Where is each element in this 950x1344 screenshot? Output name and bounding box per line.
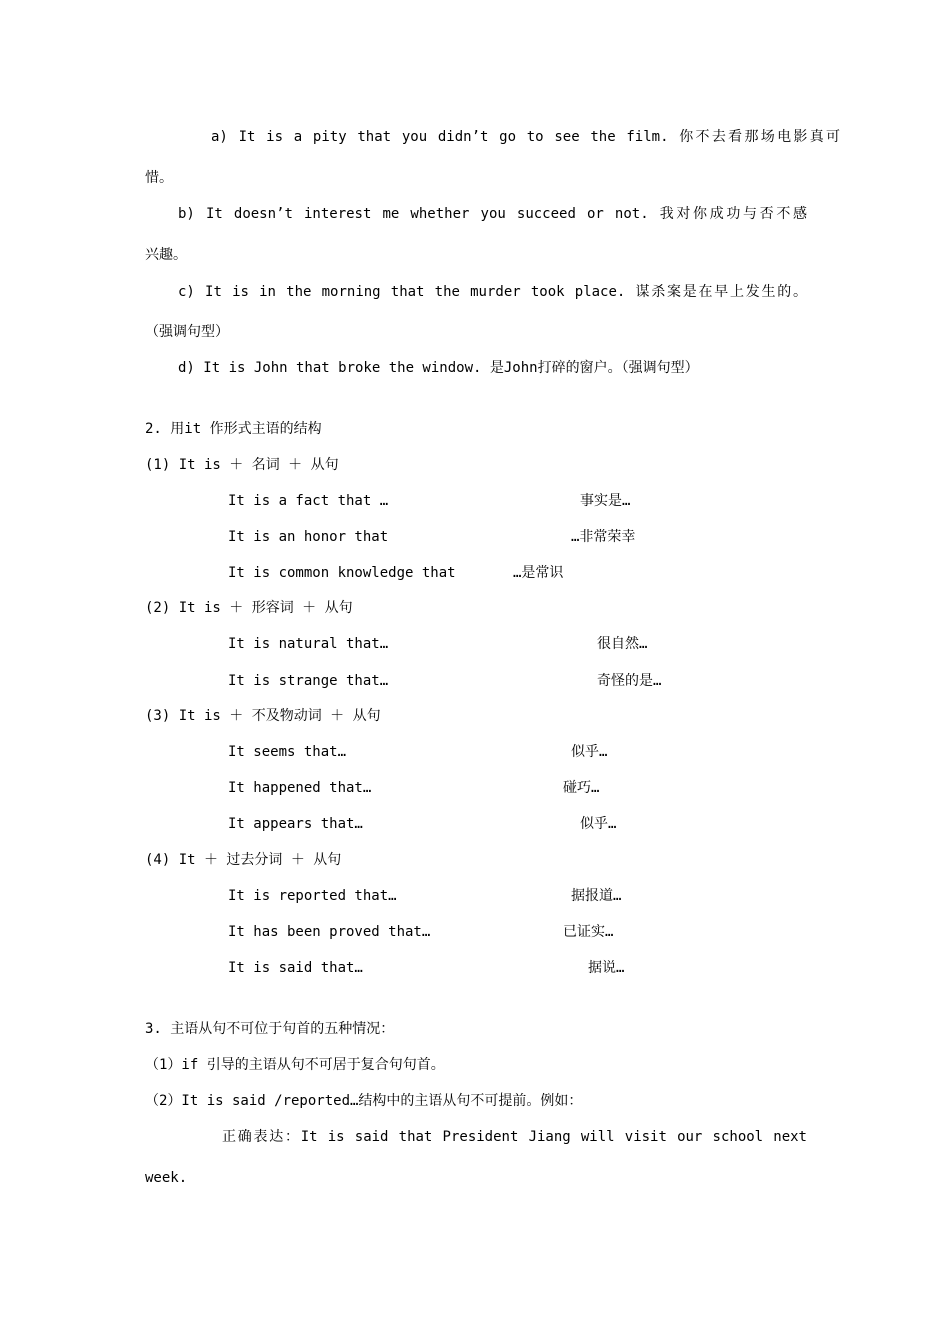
example-c-line1: c) It is in the morning that the murder took place. 谋杀案是在早上发生的。 xyxy=(178,284,807,300)
group1-row3-cn: …是常识 xyxy=(513,565,564,581)
group3-row3-en: It appears that… xyxy=(228,816,363,832)
group1-title: (1) It is ＋ 名词 ＋ 从句 xyxy=(145,457,339,473)
group3-title: (3) It is ＋ 不及物动词 ＋ 从句 xyxy=(145,708,381,724)
group1-row3-en: It is common knowledge that xyxy=(228,565,456,581)
group3-row1-en: It seems that… xyxy=(228,744,347,760)
group4-row3-cn: 据说… xyxy=(588,960,625,976)
group1-row2-en: It is an honor that xyxy=(228,529,389,545)
group2-title: (2) It is ＋ 形容词 ＋ 从句 xyxy=(145,600,353,616)
group4-title: (4) It ＋ 过去分词 ＋ 从句 xyxy=(145,852,342,868)
correct-example-line2: week. xyxy=(145,1170,188,1186)
group4-row2-cn: 已证实… xyxy=(563,924,614,940)
correct-example-line1: 正确表达：It is said that President Jiang will visit our school next xyxy=(222,1129,807,1145)
section3-heading: 3. 主语从句不可位于句首的五种情况： xyxy=(145,1021,395,1037)
section3-item1: （1）if 引导的主语从句不可居于复合句句首。 xyxy=(145,1057,445,1073)
group1-row1-en: It is a fact that … xyxy=(228,493,389,509)
group3-row3-cn: 似乎… xyxy=(580,816,617,832)
example-b-line1: b) It doesn’t interest me whether you succeed or not. 我对你成功与否不感 xyxy=(178,206,807,222)
group1-row2-cn: …非常荣幸 xyxy=(571,529,636,545)
group2-row2-cn: 奇怪的是… xyxy=(597,673,662,689)
group2-row2-en: It is strange that… xyxy=(228,673,389,689)
group1-row1-cn: 事实是… xyxy=(580,493,631,509)
group3-row1-cn: 似乎… xyxy=(571,744,608,760)
group4-row1-en: It is reported that… xyxy=(228,888,397,904)
example-a-line1: a) It is a pity that you didn’t go to see the film. 你不去看那场电影真可 xyxy=(211,129,840,145)
group2-row1-cn: 很自然… xyxy=(597,636,648,652)
example-d-line1: d) It is John that broke the window. 是John打碎的窗户。（强调句型） xyxy=(178,360,699,376)
example-b-line2: 兴趣。 xyxy=(145,247,187,263)
group4-row2-en: It has been proved that… xyxy=(228,924,431,940)
group3-row2-cn: 碰巧… xyxy=(563,780,600,796)
section2-heading: 2. 用it 作形式主语的结构 xyxy=(145,421,322,437)
group4-row1-cn: 据报道… xyxy=(571,888,622,904)
group4-row3-en: It is said that… xyxy=(228,960,363,976)
group3-row2-en: It happened that… xyxy=(228,780,372,796)
example-a-line2: 惜。 xyxy=(145,170,173,186)
group2-row1-en: It is natural that… xyxy=(228,636,389,652)
example-c-line2: （强调句型） xyxy=(145,324,229,340)
section3-item2: （2）It is said /reported…结构中的主语从句不可提前。例如： xyxy=(145,1093,583,1109)
